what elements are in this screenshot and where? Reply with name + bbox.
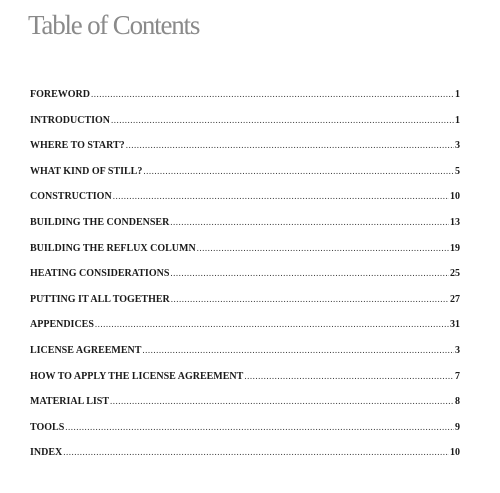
toc-entry-label: HEATING CONSIDERATIONS bbox=[30, 268, 170, 280]
toc-entry-page-number: 10 bbox=[450, 447, 460, 459]
toc-entry-page-number: 27 bbox=[450, 293, 460, 305]
toc-entry-license-agreement[interactable] bbox=[30, 345, 460, 371]
toc-entry-page-number: 1 bbox=[455, 114, 460, 126]
dot-leader bbox=[244, 372, 454, 381]
toc-entry-label: WHERE TO START? bbox=[30, 140, 125, 152]
toc-entry-material-list[interactable] bbox=[30, 396, 460, 422]
dot-leader bbox=[63, 448, 449, 457]
toc-entry-page-number: 19 bbox=[450, 242, 460, 254]
toc-entry-page-number: 1 bbox=[455, 89, 460, 100]
dot-leader bbox=[111, 116, 454, 125]
dot-leader bbox=[95, 320, 449, 329]
toc-entry-page-number: 7 bbox=[455, 370, 460, 382]
dot-leader bbox=[126, 141, 454, 150]
toc-entry-label: TOOLS bbox=[30, 421, 65, 433]
toc-entry-label: CONSTRUCTION bbox=[30, 191, 112, 203]
toc-entry-label: LICENSE AGREEMENT bbox=[30, 344, 142, 356]
toc-entry-page-number: 13 bbox=[450, 216, 460, 228]
dot-leader bbox=[110, 397, 454, 406]
toc-entry-page-number: 5 bbox=[455, 165, 460, 177]
dot-leader bbox=[142, 346, 454, 355]
dot-leader bbox=[170, 218, 449, 227]
toc-entry-label: BUILDING THE CONDENSER bbox=[30, 216, 170, 228]
toc-list bbox=[30, 89, 460, 473]
toc-entry-how-to-apply-the-license-agreement[interactable] bbox=[30, 371, 460, 397]
toc-entry-page-number: 3 bbox=[455, 344, 460, 356]
toc-entry-building-the-reflux-column[interactable] bbox=[30, 243, 460, 269]
toc-entry-foreword[interactable] bbox=[30, 89, 460, 115]
toc-entry-putting-it-all-together[interactable] bbox=[30, 294, 460, 320]
toc-entry-page-number: 10 bbox=[450, 191, 460, 203]
toc-entry-where-to-start[interactable] bbox=[30, 140, 460, 166]
toc-entry-page-number: 8 bbox=[455, 396, 460, 408]
dot-leader bbox=[91, 90, 454, 99]
toc-entry-label: FOREWORD bbox=[30, 89, 90, 100]
toc-entry-label: HOW TO APPLY THE LICENSE AGREEMENT bbox=[30, 370, 244, 382]
toc-entry-label: INTRODUCTION bbox=[30, 114, 111, 126]
dot-leader bbox=[113, 192, 449, 201]
toc-entry-label: PUTTING IT ALL TOGETHER bbox=[30, 293, 170, 305]
toc-entry-heating-considerations[interactable] bbox=[30, 268, 460, 294]
dot-leader bbox=[65, 423, 454, 432]
toc-entry-page-number: 9 bbox=[455, 421, 460, 433]
toc-entry-label: INDEX bbox=[30, 447, 63, 459]
dot-leader bbox=[143, 167, 454, 176]
dot-leader bbox=[170, 269, 449, 278]
toc-entry-introduction[interactable] bbox=[30, 115, 460, 141]
toc-entry-label: BUILDING THE REFLUX COLUMN bbox=[30, 242, 196, 254]
toc-entry-page-number: 3 bbox=[455, 140, 460, 152]
toc-entry-page-number: 31 bbox=[450, 319, 460, 331]
toc-entry-page-number: 25 bbox=[450, 268, 460, 280]
dot-leader bbox=[197, 244, 449, 253]
toc-entry-label: MATERIAL LIST bbox=[30, 396, 110, 408]
toc-entry-index[interactable] bbox=[30, 447, 460, 473]
toc-entry-construction[interactable] bbox=[30, 191, 460, 217]
toc-entry-label: WHAT KIND OF STILL? bbox=[30, 165, 143, 177]
toc-entry-what-kind-of-still[interactable] bbox=[30, 166, 460, 192]
toc-entry-tools[interactable] bbox=[30, 422, 460, 448]
dot-leader bbox=[171, 295, 449, 304]
toc-title: Table of Contents bbox=[28, 10, 200, 40]
toc-entry-label: APPENDICES bbox=[30, 319, 94, 331]
toc-entry-appendices[interactable] bbox=[30, 319, 460, 345]
toc-entry-building-the-condenser[interactable] bbox=[30, 217, 460, 243]
